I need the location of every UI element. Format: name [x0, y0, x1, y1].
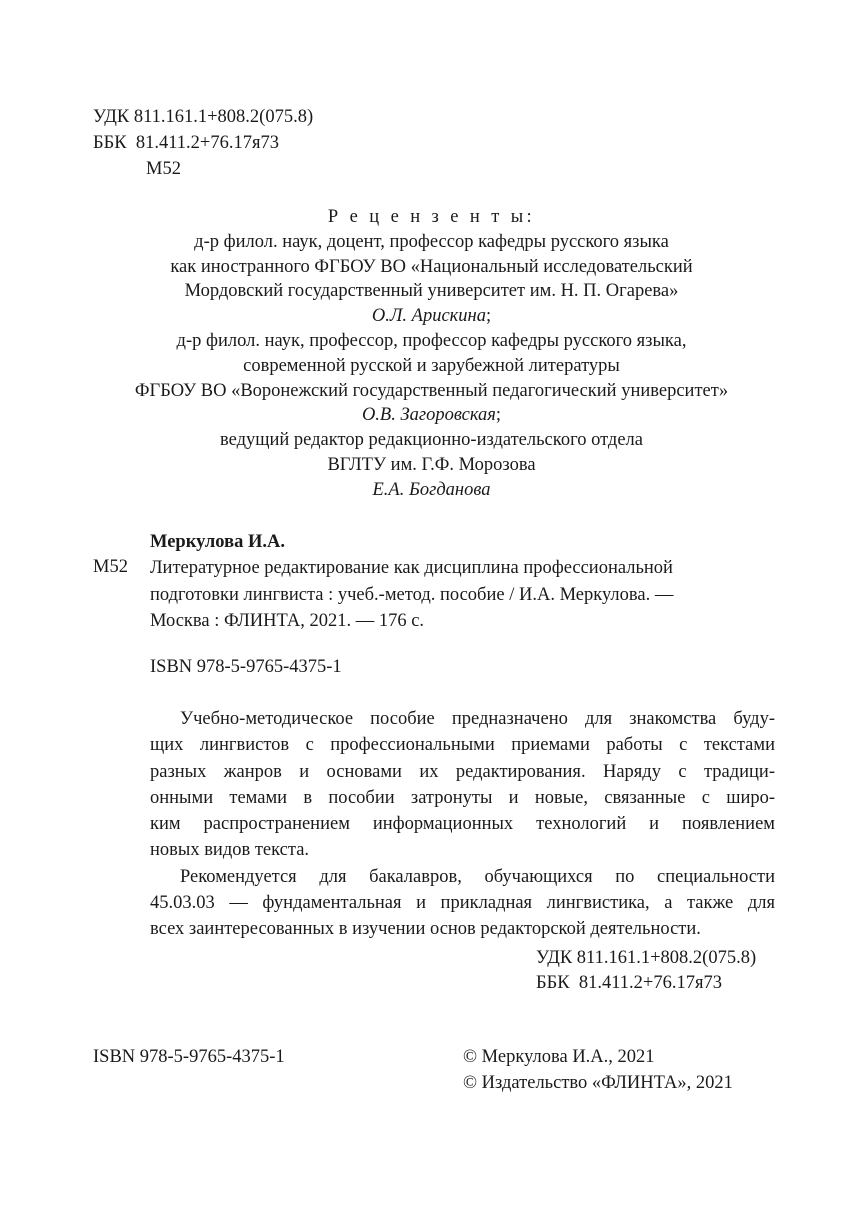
- catalog-description: [150, 555, 775, 635]
- author-mark-line: [93, 156, 313, 182]
- reviewer3-line-1: ведущий редактор редакционно-издательского отдела: [220, 430, 643, 451]
- abstract-p1-line-5: ким распространением информационных технологий и появлением: [150, 814, 775, 835]
- reviewers-heading: Р е ц е н з е н т ы:: [327, 207, 536, 227]
- copyright-publisher: © Издательство «ФЛИНТА», 2021: [463, 1072, 733, 1093]
- catalog-line-3: Москва : ФЛИНТА, 2021. — 176 с.: [150, 611, 425, 631]
- reviewer1-sep: ;: [485, 306, 492, 327]
- abstract-p2-line-3: всех заинтересованных в изучении основ редакторской деятельности.: [150, 919, 701, 940]
- bottom-udk: УДК 811.161.1+808.2(075.8): [536, 948, 757, 968]
- abstract-p1-line-2: щих лингвистов с профессиональными приемами работы с текстами: [150, 735, 775, 756]
- udk-value: 811.161.1+808.2(075.8): [133, 107, 314, 127]
- footer-isbn: ISBN 978-5-9765-4375-1: [93, 1047, 285, 1067]
- bbk-line: [93, 130, 313, 156]
- abstract-p1-line-4: онными темами в пособии затронуты и новые, связанные с широ-: [150, 787, 775, 808]
- author-mark: М52: [146, 159, 181, 179]
- reviewer2-sep: ;: [495, 405, 502, 426]
- udk-label: УДК: [93, 107, 130, 127]
- reviewer3-line-2: ВГЛТУ им. Г.Ф. Морозова: [327, 454, 536, 475]
- index-block-bottom: [536, 946, 756, 996]
- catalog-line-1: Литературное редактирование как дисциплина профессиональной: [150, 558, 673, 578]
- reviewer2-line-1: д-р филол. наук, профессор, профессор кафедры русского языка,: [176, 330, 687, 351]
- reviewer1-line-3: Мордовский государственный университет им. Н. П. Огарева»: [184, 281, 679, 302]
- reviewer1-name: О.Л. Арискина: [371, 306, 486, 327]
- reviewer2-name: О.В. Загоровская: [361, 405, 496, 426]
- udk-line: [93, 104, 313, 130]
- abstract-p1-line-6: новых видов текста.: [150, 840, 310, 861]
- index-block-top: [93, 104, 313, 182]
- reviewers-block: [60, 205, 803, 503]
- reviewer2-name-line: [60, 403, 803, 428]
- reviewer2-line-2: современной русской и зарубежной литературы: [243, 355, 620, 376]
- catalog-code: М52: [93, 557, 128, 577]
- reviewer1-line-2: как иностранного ФГБОУ ВО «Национальный исследовательский: [170, 256, 693, 277]
- abstract-p1-line-1: Учебно-методическое пособие предназначено для знакомства буду-: [180, 709, 775, 729]
- abstract-p2-line-2: 45.03.03 — фундаментальная и прикладная лингвистика, а также для: [150, 893, 775, 914]
- reviewer2-line-3: ФГБОУ ВО «Воронежский государственный педагогический университет»: [134, 380, 729, 401]
- reviewer1-name-line: [60, 304, 803, 329]
- catalog-isbn: ISBN 978-5-9765-4375-1: [150, 657, 342, 677]
- catalog-line-2: подготовки лингвиста : учеб.-метод. пособие / И.А. Меркулова. —: [150, 584, 674, 605]
- reviewer1-line-1: д-р филол. наук, доцент, профессор кафедры русского языка: [194, 231, 669, 252]
- bbk-label: ББК: [93, 133, 127, 153]
- abstract-p1-line-3: разных жанров и основами их редактирования. Наряду с традици-: [150, 761, 775, 782]
- abstract: [150, 706, 775, 943]
- bbk-value: 81.411.2+76.17я73: [135, 133, 279, 153]
- reviewer3-name: Е.А. Богданова: [372, 479, 491, 500]
- catalog-author: Меркулова И.А.: [150, 532, 285, 552]
- abstract-p2-line-1: Рекомендуется для бакалавров, обучающихся по специальности: [180, 866, 775, 887]
- copyright-block: [463, 1045, 733, 1096]
- bottom-bbk: ББК 81.411.2+76.17я73: [536, 973, 722, 993]
- copyright-author: © Меркулова И.А., 2021: [463, 1047, 655, 1067]
